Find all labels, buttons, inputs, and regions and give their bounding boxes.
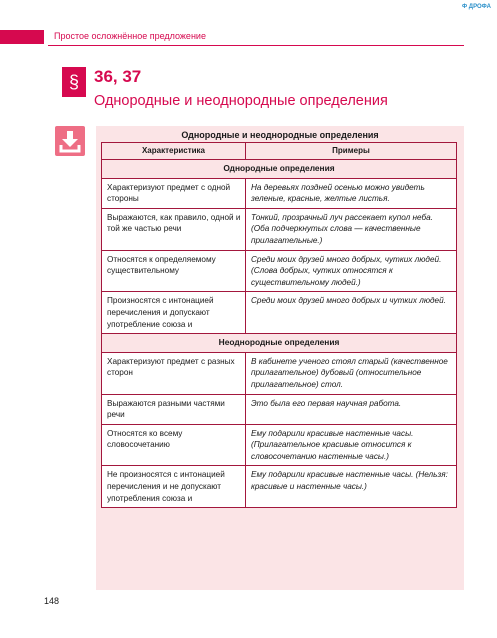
running-head-rule [48, 45, 464, 46]
example-cell: Ему подарили красивые настенные часы. (Нельзя: красивые и настенные часы.) [246, 466, 457, 508]
section-number: 36, 37 [94, 67, 142, 86]
table-row [102, 466, 457, 508]
section-title: Однородные и неоднородные определения [94, 93, 388, 109]
download-icon[interactable] [55, 126, 85, 156]
group-homogeneous: Однородные определения [102, 160, 457, 179]
table-row [102, 250, 457, 292]
example-cell: Среди моих друзей много добрых, чутких людей. (Слова добрых, чутких относятся к существительному людей.) [246, 250, 457, 292]
group-heterogeneous: Неоднородные определения [102, 334, 457, 353]
feature-cell: Произносятся с интонацией перечисления и допускают употребление союза и [102, 292, 246, 334]
example-cell: На деревьях поздней осенью можно увидеть зеленые, красные, желтые листья. [246, 178, 457, 208]
feature-cell: Не произносятся с интонацией перечисления и не допускают употребления союза и [102, 466, 246, 508]
table-row [102, 208, 457, 250]
feature-cell: Характеризуют предмет с одной стороны [102, 178, 246, 208]
example-cell: Это была его первая научная работа. [246, 394, 457, 424]
header-examples: Примеры [246, 143, 457, 160]
rule-panel [96, 126, 464, 590]
rules-table [101, 142, 457, 508]
table-row [102, 424, 457, 466]
example-cell: В кабинете ученого стоял старый (качественное прилагательное) дубовый (относительное прилагательное) стол. [246, 352, 457, 394]
publisher-logo: Ф ДРОФА [462, 4, 491, 10]
example-cell: Тонкий, прозрачный луч рассекает купол неба. (Оба подчеркнутых слова — качественные прилагательные.) [246, 208, 457, 250]
feature-cell: Относятся ко всему словосочетанию [102, 424, 246, 466]
running-head-bar [0, 30, 44, 44]
table-row [102, 292, 457, 334]
example-cell: Среди моих друзей много добрых и чутких людей. [246, 292, 457, 334]
feature-cell: Характеризуют предмет с разных сторон [102, 352, 246, 394]
page-number: 148 [44, 596, 60, 606]
table-title: Однородные и неоднородные определения [181, 130, 379, 140]
feature-cell: Относятся к определяемому существительному [102, 250, 246, 292]
section-symbol: § [62, 67, 86, 97]
feature-cell: Выражаются, как правило, одной и той же частью речи [102, 208, 246, 250]
table-row [102, 352, 457, 394]
table-row [102, 394, 457, 424]
feature-cell: Выражаются разными частями речи [102, 394, 246, 424]
header-feature: Характеристика [102, 143, 246, 160]
running-head: Простое осложнённое предложение [54, 31, 206, 41]
table-row [102, 178, 457, 208]
example-cell: Ему подарили красивые настенные часы. (Прилагательное красивые относится к словосочетанию настенные часы.) [246, 424, 457, 466]
